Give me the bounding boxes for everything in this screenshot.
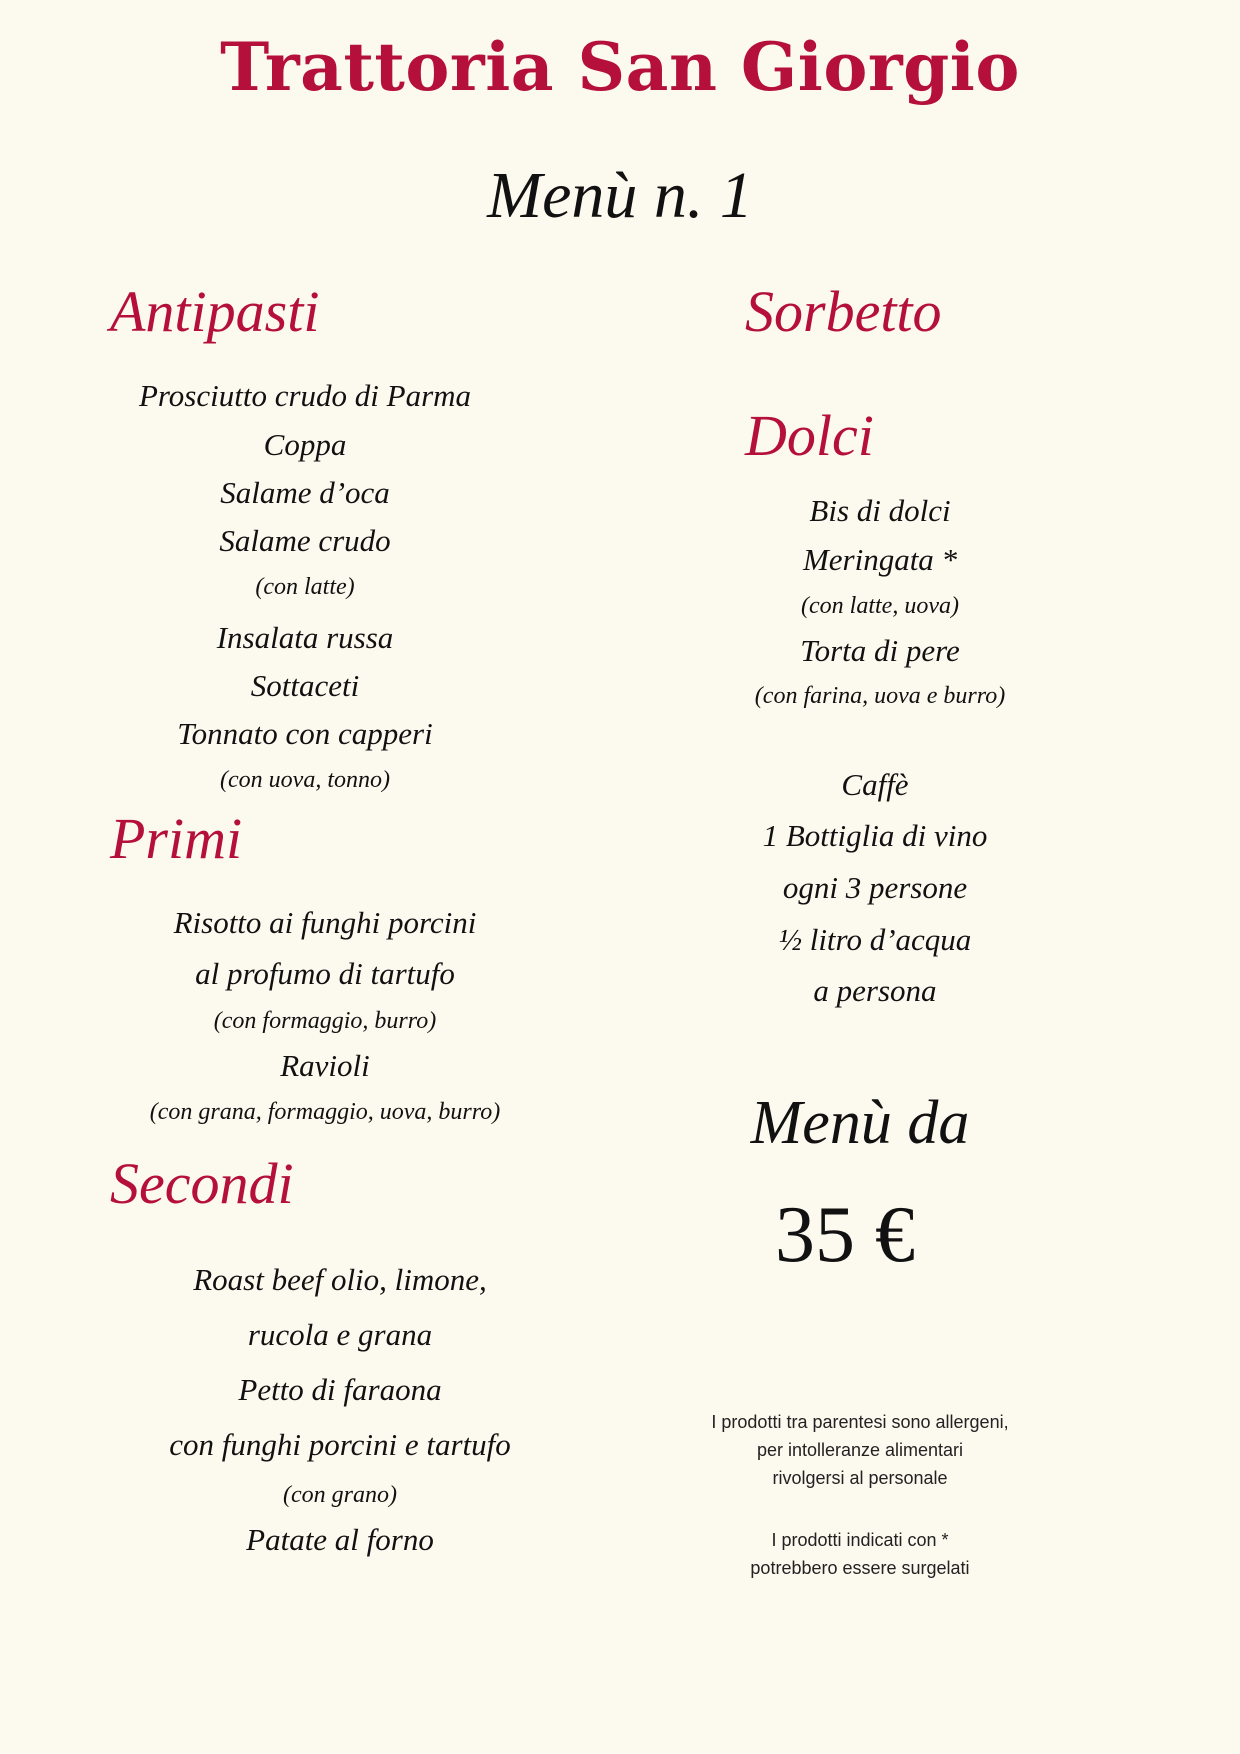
section-title-antipasti: Antipasti xyxy=(110,279,320,344)
menu-item: rucola e grana xyxy=(247,1317,433,1352)
menu-item: Petto di faraona xyxy=(238,1372,442,1407)
section-title-dolci: Dolci xyxy=(745,403,874,468)
menu-item: Meringata * xyxy=(802,542,958,577)
allergen-info: (con latte) xyxy=(255,574,355,600)
allergen-info: (con grana, formaggio, uova, burro) xyxy=(149,1099,501,1125)
menu-item: Coppa xyxy=(263,427,347,462)
menu-item: Salame crudo xyxy=(219,523,391,558)
section-title-sorbetto: Sorbetto xyxy=(745,279,942,344)
frozen-note-line: potrebbero essere surgelati xyxy=(750,1558,970,1578)
allergen-note-line: per intolleranze alimentari xyxy=(756,1440,964,1460)
allergen-info: (con farina, uova e burro) xyxy=(754,683,1006,709)
restaurant-name: Trattoria San Giorgio xyxy=(220,28,1020,106)
menu-item: a persona xyxy=(813,973,937,1008)
menu-item: Ravioli xyxy=(280,1048,370,1083)
menu-item: Bis di dolci xyxy=(809,493,951,528)
menu-item: Caffè xyxy=(841,767,909,802)
menu-item: Tonnato con capperi xyxy=(177,716,433,751)
price-value: 35 € xyxy=(775,1191,915,1279)
allergen-note xyxy=(660,1408,1060,1492)
section-title-primi: Primi xyxy=(110,806,243,871)
frozen-note-line: I prodotti indicati con * xyxy=(771,1530,949,1550)
section-title-secondi: Secondi xyxy=(110,1151,294,1216)
allergen-note-line: rivolgersi al personale xyxy=(772,1468,948,1488)
menu-item: ogni 3 persone xyxy=(782,870,968,905)
menu-item: Roast beef olio, limone, xyxy=(193,1262,487,1297)
price-label: Menù da xyxy=(750,1089,970,1157)
allergen-info: (con formaggio, burro) xyxy=(213,1008,437,1034)
menu-item: Insalata russa xyxy=(216,620,394,655)
menu-item: Patate al forno xyxy=(246,1522,434,1557)
menu-item: Prosciutto crudo di Parma xyxy=(138,378,472,413)
frozen-note xyxy=(660,1526,1060,1582)
allergen-info: (con uova, tonno) xyxy=(220,767,390,793)
allergen-info: (con grano) xyxy=(283,1482,397,1508)
menu-item: Salame d’oca xyxy=(220,475,390,510)
menu-item: al profumo di tartufo xyxy=(195,956,455,991)
allergen-note-line: I prodotti tra parentesi sono allergeni, xyxy=(711,1412,1009,1432)
menu-item: con funghi porcini e tartufo xyxy=(169,1427,511,1462)
menu-item: Sottaceti xyxy=(250,668,360,703)
menu-item: Torta di pere xyxy=(800,633,960,668)
allergen-info: (con latte, uova) xyxy=(801,593,959,619)
menu-item: 1 Bottiglia di vino xyxy=(762,818,988,853)
menu-item: Risotto ai funghi porcini xyxy=(173,905,477,940)
menu-item: ½ litro d’acqua xyxy=(778,922,972,957)
menu-number: Menù n. 1 xyxy=(487,159,753,232)
